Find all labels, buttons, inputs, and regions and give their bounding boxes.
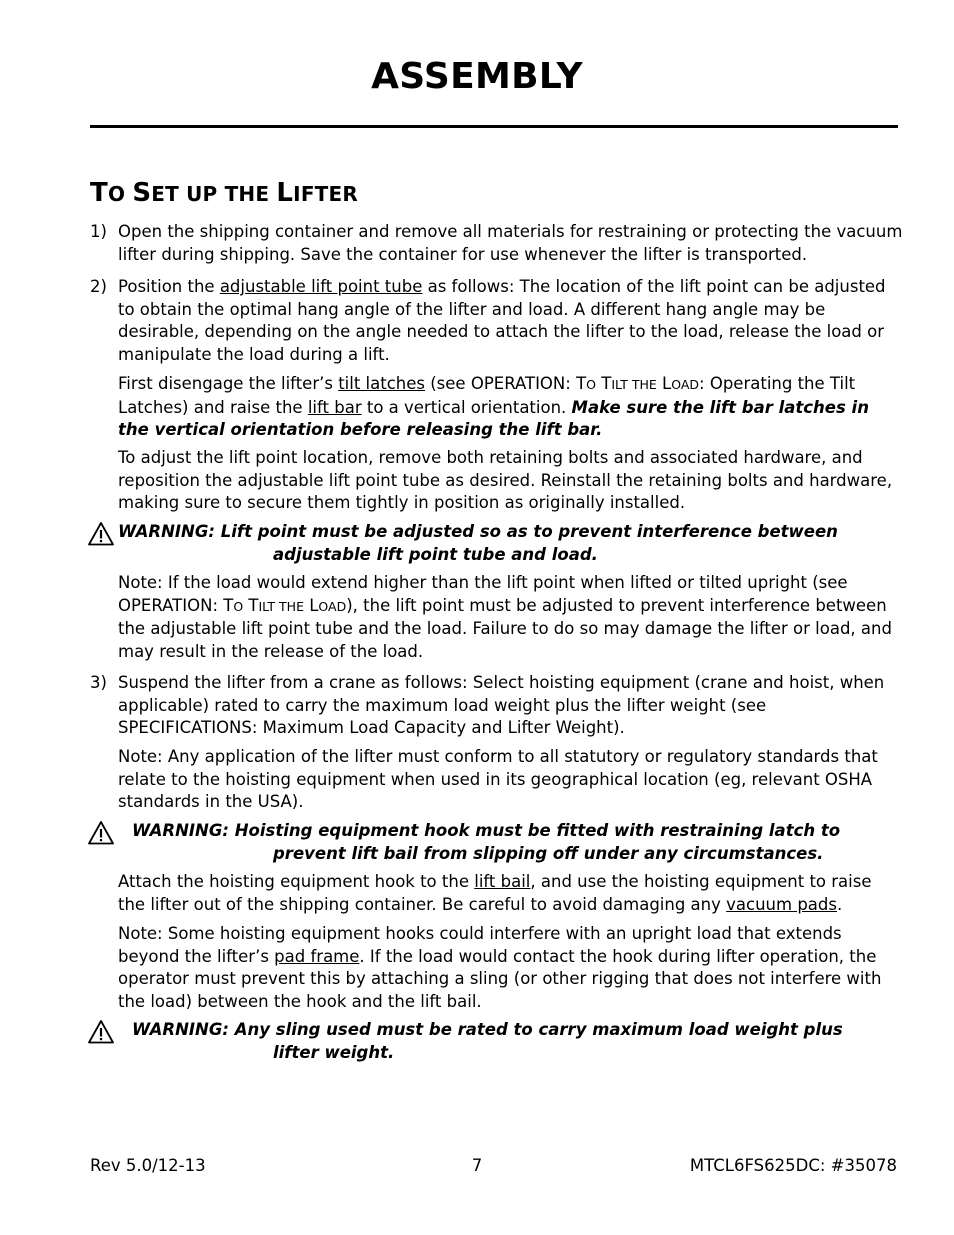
term-adjustable-lift-point-tube: adjustable lift point tube [219, 277, 423, 296]
term-tilt-latches: tilt latches [338, 374, 425, 393]
footer-model: MTCL6FS625DC: #35078 [689, 1156, 897, 1175]
warning-text-line-2: lifter weight. [273, 1043, 395, 1062]
warning-text-line-1: WARNING: Any sling used must be rated to carry maximum load weight plus [132, 1020, 843, 1039]
warning-text-line-1: WARNING: Lift point must be adjusted so as to prevent interference between [118, 522, 838, 541]
step-2-paragraph-1: Position the adjustable lift point tube as follows: The location of the lift point can be adjusted to obtain the optimal hang angle of the lifter and load. A different hang angle may be desirable, depending on the angle needed to attach the lifter to the load, release the load or manipulate the load during a lift. [118, 277, 886, 364]
step-1-text [118, 221, 905, 266]
step-number: 2) [90, 277, 107, 296]
step-1-line-2: lifter during shipping. Save the container for use whenever the lifter is transported. [118, 244, 808, 264]
step-2-paragraph-3: To adjust the lift point location, remove both retaining bolts and associated hardware, and reposition the adjustable lift point tube as desired. Reinstall the retaining bolts and hardware, making sure to secure them tightly in position as originally installed. [118, 448, 893, 512]
step-number: 3) [90, 673, 107, 692]
title-rule [90, 125, 898, 128]
step-2-paragraph-2: First disengage the lifter’s tilt latches (see OPERATION: TO TILT THE LOAD: Operating the Tilt Latches) and raise the lift bar to a vertical orientation. Make sure the lift bar latches in the vertical orientation before releasing the lift bar. [118, 374, 869, 439]
step-3-note-1: Note: Any application of the lifter must conform to all statutory or regulatory standards that relate to the hoisting equipment when used in its geographical location (eg, relevant OSHA standards in the USA). [118, 747, 878, 811]
term-lift-bar: lift bar [307, 397, 362, 417]
warning-triangle-icon [87, 521, 115, 547]
step-2 [90, 276, 905, 366]
heading-rest-3: IFTER [293, 182, 358, 206]
warning-text-line-2: prevent lift bail from slipping off under any circumstances. [273, 844, 824, 863]
section-heading [90, 178, 358, 208]
term-lift-bail: lift bail [474, 872, 531, 891]
term-pad-frame: pad frame [274, 946, 360, 966]
warning-block [87, 521, 907, 567]
step-1-line-1: Open the shipping container and remove all materials for restraining or protecting the vacuum [118, 222, 903, 241]
heading-rest-2: ET UP THE [151, 182, 277, 206]
emphasis-text: Make sure the lift bar latches in the vertical orientation before releasing the lift bar. [118, 397, 869, 439]
heading-rest-1: O [107, 182, 133, 206]
step-2-note: Note: If the load would extend higher than the lift point when lifted or tilted upright (see OPERATION: TO TILT THE LOAD), the lift point must be adjusted to prevent interference between the adjustable lift point tube and the load. Failure to do so may damage the lifter or load, and may result in the release of the load. [118, 573, 892, 661]
step-1 [90, 221, 905, 266]
step-3-note-2: Note: Some hoisting equipment hooks could interfere with an upright load that extends beyond the lifter’s pad frame. If the load would contact the hook during lifter operation, the operator must prevent this by attaching a sling (or other rigging that does not interfere with the load) between the hook and the lift bail. [118, 924, 882, 1011]
warning-block [87, 820, 907, 866]
footer-page-number: 7 [471, 1156, 483, 1175]
page-title: ASSEMBLY [371, 56, 583, 97]
warning-text-line-1: WARNING: Hoisting equipment hook must be fitted with restraining latch to [132, 821, 841, 840]
heading-cap-2: S [132, 178, 152, 208]
warning-text-line-2: adjustable lift point tube and load. [273, 545, 598, 564]
heading-cap-3: L [276, 178, 294, 208]
warning-triangle-icon [87, 820, 115, 846]
step-3-paragraph-1: Suspend the lifter from a crane as follows: Select hoisting equipment (crane and hoist, when applicable) rated to carry the maximum load weight plus the lifter weight (see SPECIFICATIONS: Maximum Load Capacity and Lifter Weight). [118, 673, 885, 737]
warning-block [87, 1019, 907, 1065]
step-number: 1) [90, 222, 107, 241]
step-3-paragraph-2: Attach the hoisting equipment hook to the lift bail, and use the hoisting equipment to raise the lifter out of the shipping container. Be careful to avoid damaging any vacuum pads. [118, 872, 872, 914]
heading-cap-1: T [90, 178, 108, 208]
term-vacuum-pads: vacuum pads [726, 894, 837, 914]
step-3 [90, 672, 905, 740]
warning-triangle-icon [87, 1019, 115, 1045]
footer-revision: Rev 5.0/12-13 [90, 1156, 206, 1175]
